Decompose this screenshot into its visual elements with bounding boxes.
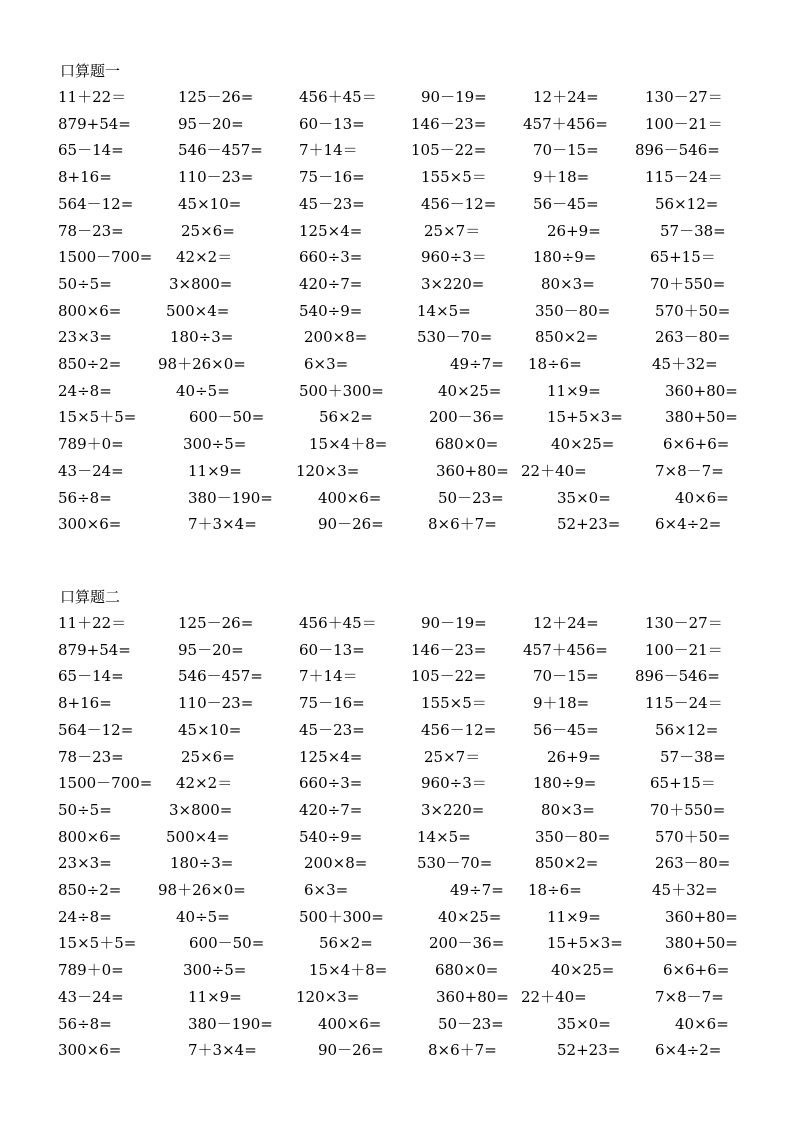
math-problem: 40÷5=	[176, 382, 230, 400]
math-problem: 540÷9=	[299, 828, 363, 846]
math-problem: 11×9=	[547, 908, 601, 926]
problem-row	[0, 694, 794, 720]
math-problem: 500×4=	[166, 828, 230, 846]
problem-row	[0, 908, 794, 934]
problem-row	[0, 828, 794, 854]
math-problem: 56×2=	[319, 408, 373, 426]
math-problem: 457＋456=	[523, 115, 608, 133]
math-problem: 40×25=	[551, 435, 615, 453]
math-problem: 75－16=	[299, 168, 365, 186]
math-problem: 456－12=	[421, 721, 497, 739]
math-problem: 110－23=	[178, 694, 254, 712]
math-problem: 49÷7=	[450, 881, 504, 899]
math-problem: 40×25=	[438, 382, 502, 400]
math-problem: 25×7＝	[424, 748, 481, 766]
math-problem: 80×3=	[541, 801, 595, 819]
math-problem: 40×6=	[675, 489, 729, 507]
math-problem: 56×12=	[655, 195, 719, 213]
math-problem: 40×25=	[551, 961, 615, 979]
math-problem: 40÷5=	[176, 908, 230, 926]
math-problem: 11×9=	[188, 462, 242, 480]
problem-row	[0, 881, 794, 907]
math-problem: 15×5＋5=	[58, 408, 137, 426]
math-problem: 456－12=	[421, 195, 497, 213]
math-problem: 56－45=	[533, 721, 599, 739]
math-problem: 3×800=	[169, 801, 233, 819]
math-problem: 70－15=	[533, 141, 599, 159]
math-problem: 7×8－7=	[655, 988, 724, 1006]
math-problem: 90－26=	[318, 515, 384, 533]
math-problem: 24÷8=	[58, 382, 112, 400]
problem-row	[0, 328, 794, 354]
problem-row	[0, 141, 794, 167]
math-problem: 680×0=	[435, 961, 499, 979]
math-problem: 105－22=	[411, 667, 487, 685]
math-problem: 56－45=	[533, 195, 599, 213]
math-problem: 23×3=	[58, 854, 112, 872]
math-problem: 540÷9=	[299, 302, 363, 320]
problem-row	[0, 854, 794, 880]
problem-row	[0, 614, 794, 640]
math-problem: 896－546=	[635, 667, 720, 685]
problem-row	[0, 961, 794, 987]
math-problem: 360+80=	[436, 462, 509, 480]
math-problem: 24÷8=	[58, 908, 112, 926]
math-problem: 680×0=	[435, 435, 499, 453]
math-problem: 78－23=	[58, 748, 124, 766]
math-problem: 850÷2=	[58, 881, 122, 899]
math-problem: 6×6+6=	[663, 435, 730, 453]
math-problem: 70＋550=	[650, 801, 726, 819]
problem-row	[0, 275, 794, 301]
math-problem: 56÷8=	[58, 1015, 112, 1033]
math-problem: 12＋24=	[533, 88, 599, 106]
math-problem: 11×9=	[547, 382, 601, 400]
math-problem: 120×3=	[296, 462, 360, 480]
math-problem: 105－22=	[411, 141, 487, 159]
math-problem: 420÷7=	[299, 275, 363, 293]
problem-row	[0, 667, 794, 693]
math-problem: 3×800=	[169, 275, 233, 293]
math-problem: 70－15=	[533, 667, 599, 685]
math-problem: 380+50=	[665, 408, 738, 426]
math-problem: 456＋45＝	[299, 88, 377, 106]
math-problem: 3×220=	[421, 275, 485, 293]
math-problem: 14×5=	[417, 302, 471, 320]
math-problem: 6×4÷2=	[655, 1041, 722, 1059]
math-problem: 200×8=	[304, 328, 368, 346]
math-problem: 45－23=	[299, 721, 365, 739]
math-problem: 56÷8=	[58, 489, 112, 507]
section-title: 口算题一	[60, 62, 121, 80]
math-problem: 850÷2=	[58, 355, 122, 373]
problem-row	[0, 195, 794, 221]
math-problem: 457＋456=	[523, 641, 608, 659]
math-problem: 360+80=	[665, 382, 738, 400]
problem-row	[0, 934, 794, 960]
math-problem: 56×12=	[655, 721, 719, 739]
math-problem: 49÷7=	[450, 355, 504, 373]
math-problem: 180÷3=	[170, 854, 234, 872]
problem-row	[0, 355, 794, 381]
problem-row	[0, 801, 794, 827]
math-problem: 350－80=	[535, 828, 611, 846]
math-problem: 960÷3＝	[421, 248, 487, 266]
math-problem: 50－23=	[438, 1015, 504, 1033]
math-problem: 120×3=	[296, 988, 360, 1006]
problem-row	[0, 1041, 794, 1067]
math-problem: 100－21＝	[645, 115, 723, 133]
math-problem: 380－190=	[188, 489, 273, 507]
math-problem: 50÷5=	[58, 275, 112, 293]
math-problem: 360+80=	[665, 908, 738, 926]
math-problem: 23×3=	[58, 328, 112, 346]
problem-row	[0, 222, 794, 248]
math-problem: 98＋26×0=	[158, 355, 246, 373]
math-problem: 125－26=	[178, 614, 254, 632]
math-problem: 530－70=	[417, 854, 493, 872]
math-problem: 45－23=	[299, 195, 365, 213]
math-problem: 6×3=	[304, 355, 349, 373]
problem-row	[0, 115, 794, 141]
math-problem: 800×6=	[58, 302, 122, 320]
math-problem: 15+5×3=	[547, 408, 623, 426]
math-problem: 57－38=	[660, 222, 726, 240]
problem-row	[0, 988, 794, 1014]
math-problem: 100－21＝	[645, 641, 723, 659]
math-problem: 564－12=	[58, 721, 134, 739]
math-problem: 25×7＝	[424, 222, 481, 240]
math-problem: 400×6=	[318, 1015, 382, 1033]
math-problem: 600－50=	[189, 934, 265, 952]
math-problem: 360+80=	[436, 988, 509, 1006]
math-problem: 50－23=	[438, 489, 504, 507]
problem-row	[0, 462, 794, 488]
math-problem: 42×2＝	[176, 248, 233, 266]
math-problem: 660÷3=	[299, 774, 363, 792]
math-problem: 70＋550=	[650, 275, 726, 293]
math-problem: 300÷5=	[183, 961, 247, 979]
math-problem: 90－19=	[421, 88, 487, 106]
math-problem: 8+16=	[58, 168, 112, 186]
math-problem: 8×6＋7=	[428, 1041, 497, 1059]
math-problem: 300×6=	[58, 515, 122, 533]
math-problem: 65－14=	[58, 667, 124, 685]
math-problem: 43－24=	[58, 988, 124, 1006]
math-problem: 40×25=	[438, 908, 502, 926]
problem-row	[0, 641, 794, 667]
math-problem: 95－20=	[178, 641, 244, 659]
math-problem: 400×6=	[318, 489, 382, 507]
math-problem: 35×0=	[557, 1015, 611, 1033]
math-problem: 56×2=	[319, 934, 373, 952]
section-title: 口算题二	[60, 588, 121, 606]
math-problem: 125×4=	[299, 748, 363, 766]
math-problem: 125×4=	[299, 222, 363, 240]
math-problem: 789＋0=	[58, 435, 124, 453]
math-problem: 9＋18=	[533, 168, 590, 186]
math-problem: 26+9=	[547, 222, 601, 240]
math-problem: 660÷3=	[299, 248, 363, 266]
math-problem: 65－14=	[58, 141, 124, 159]
math-problem: 14×5=	[417, 828, 471, 846]
math-problem: 879+54=	[58, 115, 131, 133]
math-problem: 43－24=	[58, 462, 124, 480]
math-problem: 95－20=	[178, 115, 244, 133]
math-problem: 90－26=	[318, 1041, 384, 1059]
math-problem: 11＋22＝	[58, 88, 127, 106]
math-problem: 146－23=	[411, 641, 487, 659]
math-problem: 11×9=	[188, 988, 242, 1006]
math-problem: 200×8=	[304, 854, 368, 872]
problem-row	[0, 774, 794, 800]
math-problem: 146－23=	[411, 115, 487, 133]
math-problem: 12＋24=	[533, 614, 599, 632]
math-problem: 60－13=	[299, 115, 365, 133]
math-problem: 570＋50=	[655, 828, 731, 846]
math-problem: 380+50=	[665, 934, 738, 952]
problem-row	[0, 302, 794, 328]
math-problem: 11＋22＝	[58, 614, 127, 632]
math-problem: 896－546=	[635, 141, 720, 159]
math-problem: 570＋50=	[655, 302, 731, 320]
math-problem: 22＋40=	[521, 988, 587, 1006]
math-problem: 45×10=	[178, 195, 242, 213]
math-problem: 263－80=	[655, 854, 731, 872]
math-problem: 200－36=	[429, 934, 505, 952]
math-problem: 57－38=	[660, 748, 726, 766]
math-problem: 45×10=	[178, 721, 242, 739]
math-problem: 7＋14＝	[299, 667, 358, 685]
math-problem: 125－26=	[178, 88, 254, 106]
problem-row	[0, 748, 794, 774]
math-problem: 564－12=	[58, 195, 134, 213]
math-problem: 130－27＝	[645, 88, 723, 106]
math-problem: 115－24＝	[645, 694, 723, 712]
math-problem: 98＋26×0=	[158, 881, 246, 899]
problem-row	[0, 489, 794, 515]
math-problem: 110－23=	[178, 168, 254, 186]
math-problem: 15+5×3=	[547, 934, 623, 952]
math-problem: 300×6=	[58, 1041, 122, 1059]
math-problem: 530－70=	[417, 328, 493, 346]
math-problem: 7＋3×4=	[188, 1041, 257, 1059]
math-problem: 420÷7=	[299, 801, 363, 819]
math-problem: 40×6=	[675, 1015, 729, 1033]
math-problem: 263－80=	[655, 328, 731, 346]
math-problem: 960÷3＝	[421, 774, 487, 792]
math-problem: 1500－700=	[58, 774, 153, 792]
math-problem: 879+54=	[58, 641, 131, 659]
math-problem: 7＋3×4=	[188, 515, 257, 533]
math-problem: 155×5＝	[421, 168, 487, 186]
problem-row	[0, 168, 794, 194]
math-problem: 130－27＝	[645, 614, 723, 632]
math-problem: 8×6＋7=	[428, 515, 497, 533]
math-problem: 9＋18=	[533, 694, 590, 712]
math-problem: 65+15＝	[650, 774, 716, 792]
problem-row	[0, 721, 794, 747]
math-problem: 600－50=	[189, 408, 265, 426]
problem-row	[0, 88, 794, 114]
math-problem: 35×0=	[557, 489, 611, 507]
math-problem: 15×4＋8=	[309, 961, 388, 979]
math-problem: 300÷5=	[183, 435, 247, 453]
math-problem: 500＋300=	[299, 908, 384, 926]
math-problem: 22＋40=	[521, 462, 587, 480]
math-problem: 180÷9=	[533, 774, 597, 792]
math-problem: 6×3=	[304, 881, 349, 899]
math-problem: 850×2=	[535, 328, 599, 346]
math-problem: 75－16=	[299, 694, 365, 712]
math-problem: 500×4=	[166, 302, 230, 320]
math-problem: 456＋45＝	[299, 614, 377, 632]
math-problem: 18÷6=	[528, 355, 582, 373]
math-problem: 380－190=	[188, 1015, 273, 1033]
math-problem: 26+9=	[547, 748, 601, 766]
math-problem: 155×5＝	[421, 694, 487, 712]
math-problem: 15×5＋5=	[58, 934, 137, 952]
math-problem: 6×6+6=	[663, 961, 730, 979]
math-problem: 78－23=	[58, 222, 124, 240]
math-problem: 7＋14＝	[299, 141, 358, 159]
math-problem: 52+23=	[557, 515, 621, 533]
math-problem: 789＋0=	[58, 961, 124, 979]
math-problem: 15×4＋8=	[309, 435, 388, 453]
math-problem: 90－19=	[421, 614, 487, 632]
math-problem: 25×6=	[181, 222, 235, 240]
math-problem: 65+15＝	[650, 248, 716, 266]
math-problem: 52+23=	[557, 1041, 621, 1059]
math-problem: 546－457=	[178, 141, 263, 159]
math-problem: 8+16=	[58, 694, 112, 712]
problem-row	[0, 1015, 794, 1041]
math-problem: 45＋32=	[652, 881, 718, 899]
math-problem: 18÷6=	[528, 881, 582, 899]
math-problem: 45＋32=	[652, 355, 718, 373]
math-problem: 180÷9=	[533, 248, 597, 266]
math-problem: 7×8－7=	[655, 462, 724, 480]
problem-row	[0, 382, 794, 408]
math-problem: 180÷3=	[170, 328, 234, 346]
math-problem: 80×3=	[541, 275, 595, 293]
math-problem: 50÷5=	[58, 801, 112, 819]
math-problem: 1500－700=	[58, 248, 153, 266]
math-problem: 3×220=	[421, 801, 485, 819]
math-problem: 800×6=	[58, 828, 122, 846]
math-problem: 546－457=	[178, 667, 263, 685]
math-problem: 6×4÷2=	[655, 515, 722, 533]
math-problem: 42×2＝	[176, 774, 233, 792]
math-problem: 115－24＝	[645, 168, 723, 186]
problem-row	[0, 515, 794, 541]
math-problem: 850×2=	[535, 854, 599, 872]
math-problem: 200－36=	[429, 408, 505, 426]
math-problem: 350－80=	[535, 302, 611, 320]
math-problem: 500＋300=	[299, 382, 384, 400]
problem-row	[0, 408, 794, 434]
math-problem: 25×6=	[181, 748, 235, 766]
problem-row	[0, 248, 794, 274]
problem-row	[0, 435, 794, 461]
math-problem: 60－13=	[299, 641, 365, 659]
